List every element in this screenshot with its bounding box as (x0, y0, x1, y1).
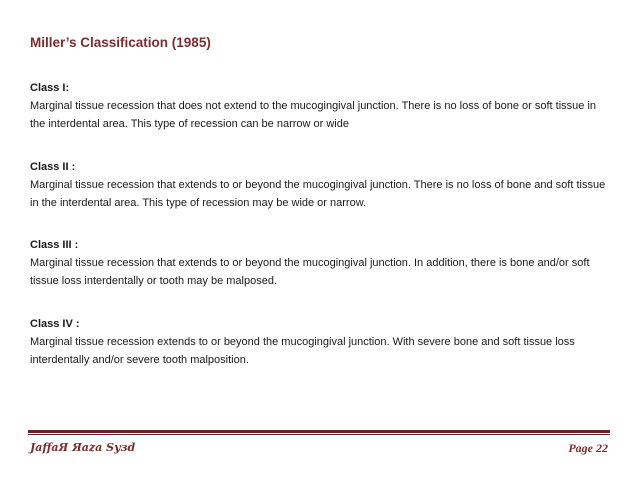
classification-section-class-iii (30, 236, 610, 290)
footer-page-number: Page 22 (568, 441, 608, 455)
footer-divider-thin (28, 434, 610, 435)
classification-section-class-ii (30, 158, 610, 212)
section-text: Marginal tissue recession that extends to or beyond the mucogingival junction. There is no loss of bone and soft tissue in the interdental area. This type of recession may be wide or narrow. (30, 179, 606, 209)
section-heading: Class II : (30, 161, 76, 173)
section-heading: Class IV : (30, 318, 80, 330)
classification-section-class-iv (30, 315, 610, 369)
classification-section-class-i (30, 79, 610, 133)
section-text: Marginal tissue recession that does not extend to the mucogingival junction. There is no loss of bone or soft tissue in the interdental area. This type of recession can be narrow or wide (30, 100, 597, 130)
section-text: Marginal tissue recession that extends to or beyond the mucogingival junction. In addition, there is bone and/or soft tissue loss interdentally or tooth may be malposed. (30, 257, 590, 287)
section-heading: Class I: (30, 82, 70, 94)
section-text: Marginal tissue recession extends to or beyond the mucogingival junction. With severe bone and soft tissue loss interdentally and/or severe tooth malposition. (30, 336, 575, 366)
section-heading: Class III : (30, 239, 79, 251)
footer-divider-thick (28, 430, 610, 433)
page-title: Miller’s Classification (1985) (30, 35, 211, 50)
footer-author: JaffaЯ Яaza Syзd (30, 441, 136, 454)
